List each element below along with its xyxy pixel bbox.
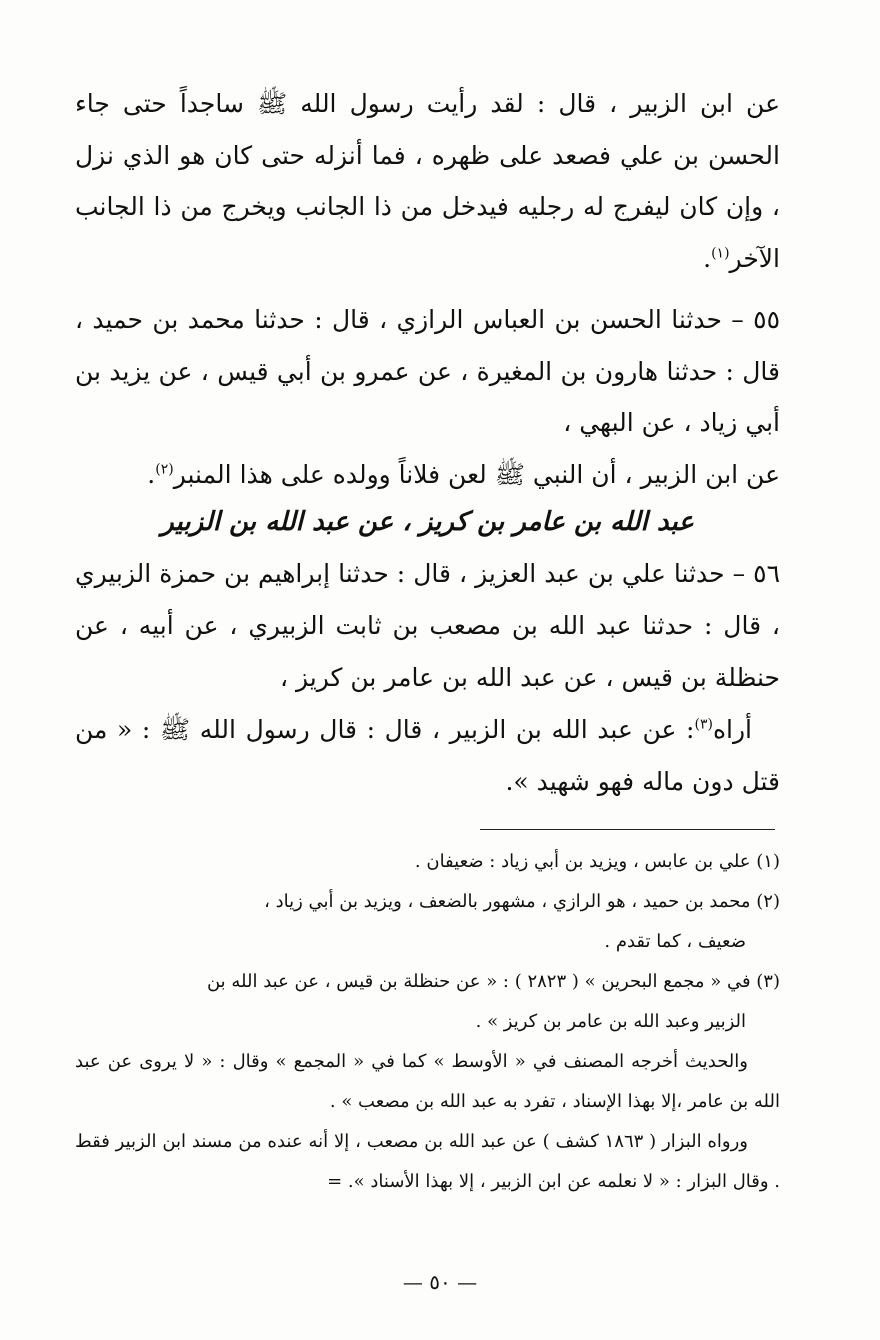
- paragraph-hadith-56-matn: [75, 704, 780, 808]
- paragraph-text: أراه: [712, 715, 752, 744]
- paragraph-hadith-54-matn: [75, 78, 780, 284]
- paragraph-end: .: [147, 459, 156, 489]
- paragraph-text: : عن عبد الله بن الزبير ، قال : قال رسول الله ﷺ : « من قتل دون ماله فهو شهيد ».: [75, 715, 780, 796]
- footnote-ref-2: (٢): [155, 461, 174, 478]
- paragraph-text: عن ابن الزبير ، أن النبي ﷺ لعن فلاناً وولده على هذا المنبر: [173, 459, 780, 489]
- footnotes: [75, 842, 780, 1202]
- footnote-3-paragraph: والحديث أخرجه المصنف في « الأوسط » كما في « المجمع » وقال : « لا يروى عن عبد الله بن عامر ،إلا بهذا الإسناد ، تفرد به عبد الله بن مصعب » .: [75, 1051, 780, 1112]
- footnote-1: (١) علي بن عابس ، ويزيد بن أبي زياد : ضعيفان .: [414, 851, 780, 872]
- page-number: — ٥٠ —: [402, 1270, 478, 1294]
- footnote-2-continued: ضعيف ، كما تقدم .: [604, 931, 746, 952]
- section-heading: عبد الله بن عامر بن كريز ، عن عبد الله بن الزبير: [161, 507, 694, 537]
- paragraph-hadith-56-isnad: ٥٦ – حدثنا علي بن عبد العزيز ، قال : حدثنا إبراهيم بن حمزة الزبيري ، قال : حدثنا عبد الله بن مصعب بن ثابت الزبيري ، عن أبيه ، عن حنظلة بن قيس ، عن عبد الله بن عامر بن كريز ،: [75, 559, 780, 692]
- paragraph-hadith-55-isnad: ٥٥ – حدثنا الحسن بن العباس الرازي ، قال : حدثنا محمد بن حميد ، قال : حدثنا هارون بن المغيرة ، عن عمرو بن أبي قيس ، عن يزيد بن أبي زياد ، عن البهي ،: [75, 305, 780, 437]
- spacer: [75, 284, 780, 294]
- footnote-3-paragraph: ورواه البزار ( ١٨٦٣ كشف ) عن عبد الله بن مصعب ، إلا أنه عنده من مسند ابن الزبير فقط . وقال البزار : « لا نعلمه عن ابن الزبير ، إلا بهذا الأسناد ». =: [75, 1131, 780, 1192]
- footnote-3: (٣) في « مجمع البحرين » ( ٢٨٢٣ ) : « عن حنظلة بن قيس ، عن عبد الله بن: [206, 971, 780, 992]
- paragraph-text: عن ابن الزبير ، قال : لقد رأيت رسول الله ﷺ ساجداً حتى جاء الحسن بن علي فصعد على ظهره ، فما أنزله حتى كان هو الذي نزل ، وإن كان ليفرج له رجليه فيدخل من ذا الجانب ويخرج من ذا الجانب الآخر: [75, 89, 780, 273]
- paragraph-hadith-55-matn: [75, 449, 780, 501]
- footnote-separator: [480, 829, 775, 830]
- footnote-ref-1: (١): [711, 245, 730, 262]
- paragraph-end: .: [703, 243, 712, 273]
- main-text-lower: [75, 548, 780, 808]
- footnote-3-continued: الزبير وعبد الله بن عامر بن كريز » .: [475, 1011, 746, 1032]
- footnote-ref-3: (٣): [694, 716, 713, 733]
- main-text-upper: [75, 78, 780, 500]
- footnote-2: (٢) محمد بن حميد ، هو الرازي ، مشهور بالضعف ، ويزيد بن أبي زياد ،: [264, 891, 780, 912]
